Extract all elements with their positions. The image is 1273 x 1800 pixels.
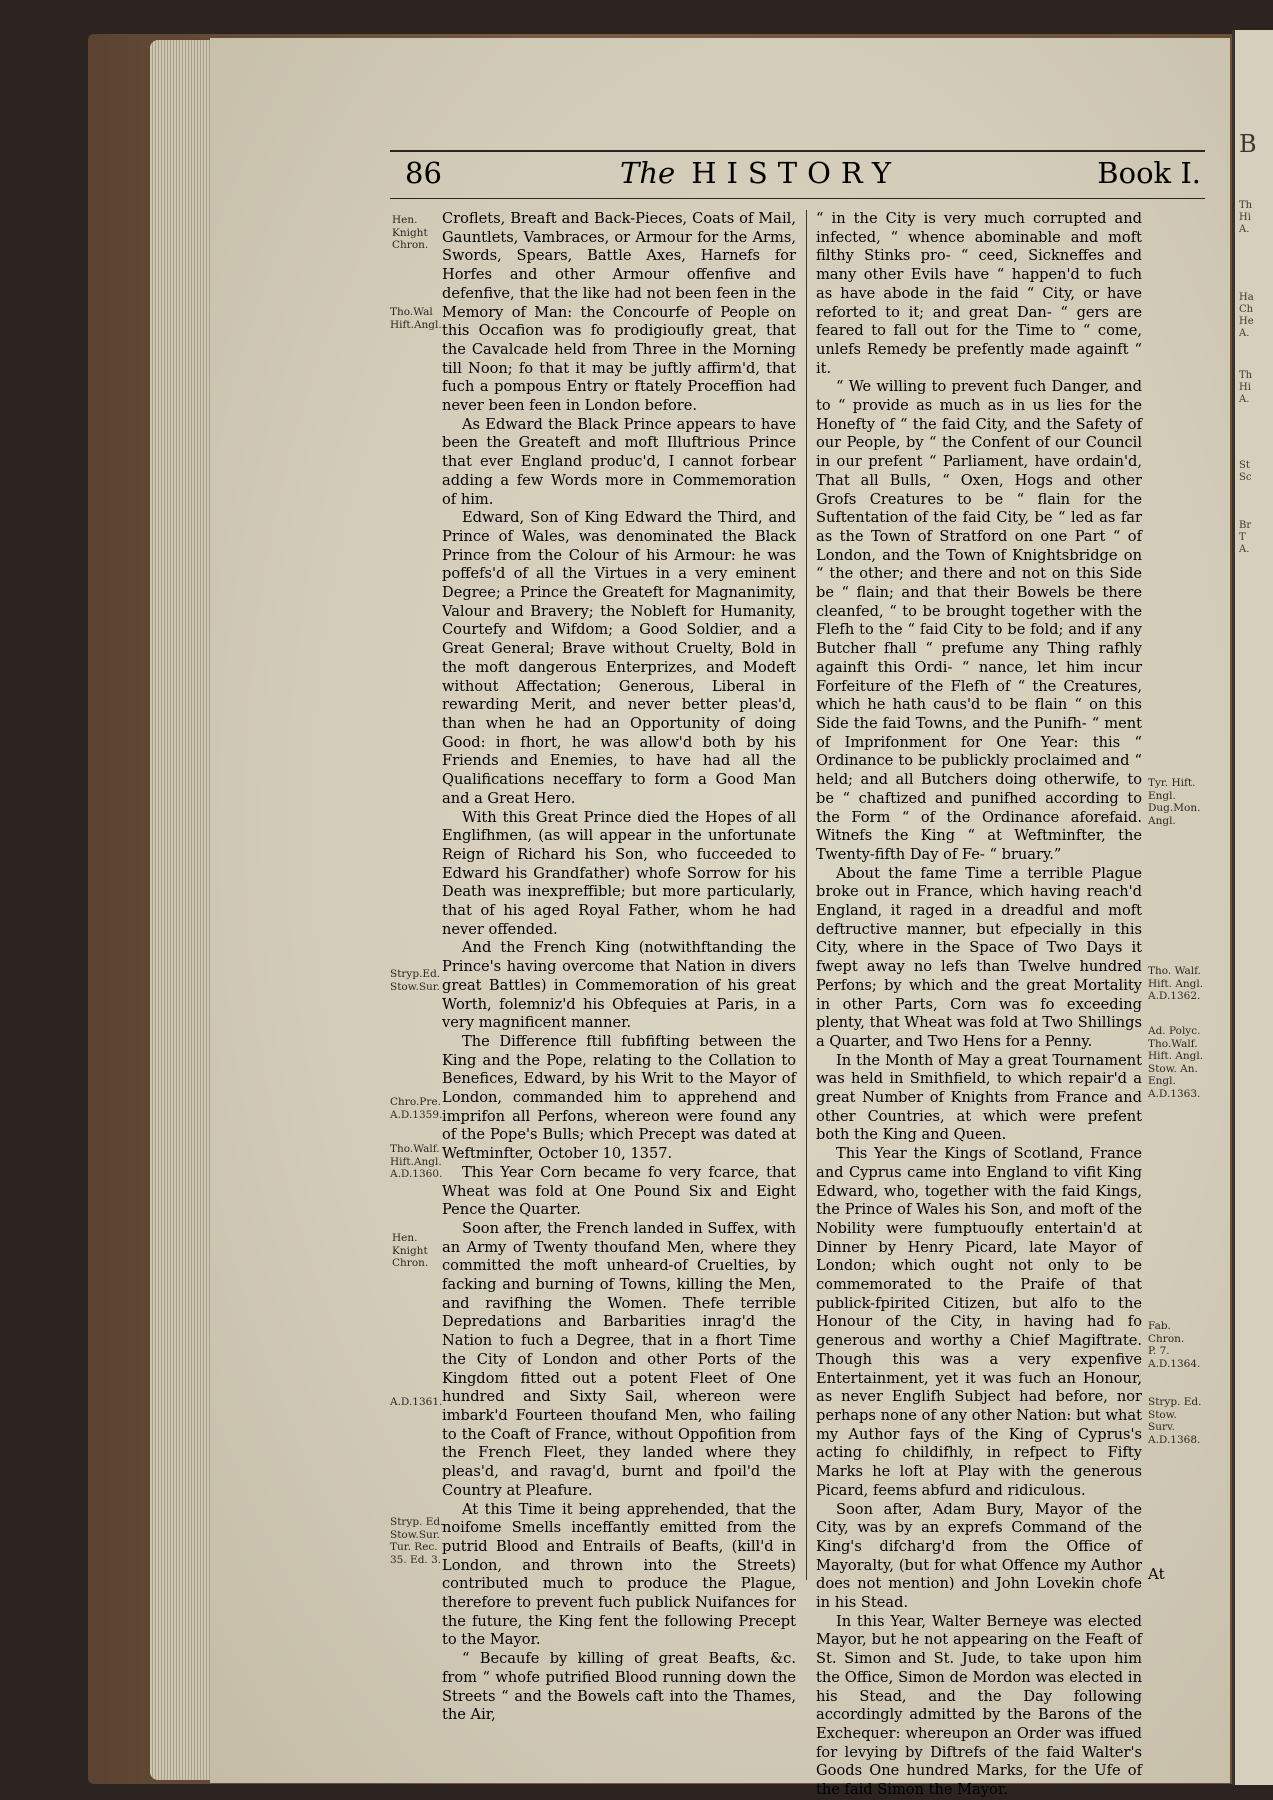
- margin-note: Chro.Pre. A.D.1359.: [390, 1096, 443, 1121]
- margin-note: Tho.Walf. Hift.Angl. A.D.1360.: [390, 1143, 443, 1180]
- margin-note: A.D.1361.: [390, 1396, 443, 1408]
- paragraph: And the French King (notwithftanding the Prince's having overcome that Nation in divers great Battles) in Commemoration of his great Worth, folemniz'd his Obfequies at Paris, in a very magnificent manner.: [442, 939, 796, 1032]
- margin-note: Stryp. Ed. Stow. Surv. A.D.1368.: [1148, 1396, 1202, 1446]
- paragraph: In the Month of May a great Tournament was held in Smithfield, to which repair'd a great Number of Knights from France and other Countries, at which were prefent both the King and Queen.: [816, 1051, 1142, 1144]
- facing-page-fragment: Br T A.: [1239, 520, 1252, 555]
- left-column: [442, 210, 796, 1725]
- margin-note: Hen. Knight Chron.: [392, 1232, 429, 1269]
- book-label: Book I.: [1097, 156, 1201, 190]
- paragraph: At this Time it being apprehended, that the noifome Smells inceffantly emitted from the putrid Blood and Entrails of Beafts, (kill'd in London, and thrown into the Streets) contributed much to produce the Plague, therefore to prevent fuch publick Nuifances for the future, the King fent the following Precept to the Mayor.: [442, 1500, 796, 1649]
- right-column: [816, 210, 1142, 1800]
- paragraph: About the fame Time a terrible Plague broke out in France, which having reach'd England, it raged in a dreadful and moft deftructive manner, but efpecially in this City, where in the Space of Two Days it fwept away no lefs than Twelve hundred Perfons; by which and the great Mortality in other Parts, Corn was fo exceeding plenty, that Wheat was fold at Two Shillings a Quarter, and Two Hens for a Penny.: [816, 864, 1142, 1050]
- margin-note: Stryp. Ed. Stow.Sur. Tur. Rec. 35. Ed. 3.: [390, 1516, 444, 1566]
- margin-note: Fab. Chron. P. 7. A.D.1364.: [1148, 1320, 1201, 1370]
- running-header: [390, 150, 1205, 199]
- facing-page-edge: [1232, 30, 1273, 1785]
- paragraph: “ We willing to prevent fuch Danger, and to “ provide as much as in us lies for the Honefty of “ the faid City, and the Safety of our People, by “ the Confent of our Council in our prefent “ Parliament, have ordain'd, That all Bulls, “ Oxen, Hogs and other Grofs Creatures to be “ flain for the Suftentation of the faid City, be “ led as far as the Town of Stratford on one Part “ of London, and the Town of Knightsbridge on “ the other; and there and not on this Side be “ flain; and that their Bowels be there cleanfed, “ to be brought together with the Flefh to the “ faid City to be fold; and if any Butcher fhall “ prefume any Thing rafhly againft this Ordi- “ nance, let him incur Forfeiture of the Flefh of “ the Creatures, which he hath caus'd to be flain “ on this Side the faid Towns, and the Punifh- “ ment of Imprifonment for One Year: this “ Ordinance to be publickly proclaimed and “ held; and all Butchers doing otherwife, to be “ chaftized and punifhed according to the Form “ of the Ordinance aforefaid. Witnefs the King “ at Weftminfter, the Twenty-fifth Day of Fe- “ bruary.”: [816, 378, 1142, 863]
- title-word: HISTORY: [691, 156, 902, 190]
- paragraph: As Edward the Black Prince appears to have been the Greateft and moft Illuftrious Prince that ever England produc'd, I cannot forbear adding a few Words more in Commemoration of him.: [442, 415, 796, 508]
- facing-page-fragment: Ha Ch He A.: [1239, 292, 1254, 339]
- title-article: The: [620, 156, 676, 190]
- facing-page-fragment: B: [1239, 130, 1257, 158]
- paragraph: With this Great Prince died the Hopes of all Englifhmen, (as will appear in the unfortunate Reign of Richard his Son, who fucceeded to Edward his Grandfather) whofe Sorrow for his Death was inexpreffible; but more particularly, that of his aged Royal Father, whom he had never offended.: [442, 808, 796, 938]
- margin-note: Hen. Knight Chron.: [392, 214, 429, 251]
- margin-note: Tho.Wal Hift.Angl.: [390, 306, 442, 331]
- column-divider: [806, 210, 807, 1580]
- paragraph: “ Becaufe by killing of great Beafts, &c. from “ whofe putrified Blood running down the Streets “ and the Bowels caft into the Thames, the Air,: [442, 1650, 796, 1724]
- margin-note: Stryp.Ed. Stow.Sur.: [390, 968, 441, 993]
- facing-page-fragment: Th Hi A.: [1239, 200, 1253, 235]
- paragraph: Edward, Son of King Edward the Third, and Prince of Wales, was denominated the Black Prince from the Colour of his Armour: he was poffefs'd of all the Virtues in a very eminent Degree; a Prince the Greateft for Magnanimity, Valour and Bravery; the Nobleft for Humanity, Courtefy and Wifdom; a Good Soldier, and a Great General; Brave without Cruelty, Bold in the moft dangerous Enterprizes, and Modeft without Affectation; Generous, Liberal in rewarding Merit, and never better pleas'd, than when he had an Opportunity of doing Good: in fhort, he was allow'd both by his Friends and Enemies, to have had all the Qualifications neceffary to form a Good Man and a Great Hero.: [442, 509, 796, 807]
- paragraph: Soon after, Adam Bury, Mayor of the City, was by an exprefs Command of the King's difcharg'd from the Office of Mayoralty, (but for what Offence my Author does not mention) and John Lovekin chofe in his Stead.: [816, 1500, 1142, 1612]
- paragraph: Croflets, Breaft and Back-Pieces, Coats of Mail, Gauntlets, Vambraces, or Armour for the Arms, Swords, Spears, Battle Axes, Harnefs for Horfes and other Armour offenfive and defenfive, that the like had not been feen in the Memory of Man: the Concourfe of People on this Occafion was fo prodigioufly great, that the Cavalcade held from Three in the Morning till Noon; fo that it may be juftly affirm'd, that fuch a pompous Entry or ftately Proceffion had never been feen in London before.: [442, 210, 796, 415]
- facing-page-fragment: Th Hi A.: [1239, 370, 1253, 405]
- paragraph: Soon after, the French landed in Suffex, with an Army of Twenty thoufand Men, where they committed the moft unheard-of Cruelties, by facking and burning of Towns, killing the Men, and ravifhing the Women. Thefe terrible Depredations and Barbarities inrag'd the Nation to fuch a Degree, that in a fhort Time the City of London and other Ports of the Kingdom fitted out a potent Fleet of One hundred and Sixty Sail, whereon were imbark'd Fourteen thoufand Men, who failing to the Coaft of France, without Oppofition from the French Fleet, they landed where they pleas'd, and ravag'd, burnt and fpoil'd the Country at Pleafure.: [442, 1219, 796, 1499]
- margin-note: Tho. Walf. Hift. Angl. A.D.1362.: [1148, 965, 1204, 1002]
- paragraph: In this Year, Walter Berneye was elected Mayor, but he not appearing on the Feaft of St. Simon and St. Jude, to take upon him the Office, Simon de Mordon was elected in his Stead, and the Day following accordingly admitted by the Barons of the Exchequer: whereupon an Order was iffued for levying by Diftrefs of the faid Walter's Goods One hundred Marks, for the Ufe of the faid Simon the Mayor.: [816, 1612, 1142, 1799]
- page-number: 86: [405, 156, 442, 190]
- page-title: [620, 156, 901, 190]
- paragraph: The Difference ftill fubfifting between the King and the Pope, relating to the Collation to Benefices, Edward, by his Writ to the Mayor of London, commanded him to apprehend and imprifon all Perfons, whereon were found any of the Pope's Bulls; which Precept was dated at Weftminfter, October 10, 1357.: [442, 1032, 796, 1163]
- catchword: At: [1148, 1565, 1165, 1583]
- facing-page-fragment: St Sc: [1239, 460, 1252, 483]
- paragraph: “ in the City is very much corrupted and infected, “ whence abominable and moft filthy Stinks pro- “ ceed, Sickneffes and many other Evils have “ happen'd to fuch as have abode in the faid “ City, or have reforted to it; and great Dan- “ gers are feared to fall out for the Time to “ come, unlefs Remedy be prefently made againft “ it.: [816, 210, 1142, 377]
- paragraph: This Year the Kings of Scotland, France and Cyprus came into England to vifit King Edward, who, together with the faid Kings, the Prince of Wales his Son, and moft of the Nobility were fumptuoufly entertain'd at Dinner by Henry Picard, late Mayor of London; which ought not only to be commemorated to the Praife of that publick-fpirited Citizen, but alfo to the Honour of the City, in having had fo generous and worthy a Chief Magiftrate. Though this was a very expenfive Entertainment, yet it was fuch an Honour, as never Englifh Subject had before, nor perhaps none of any other Nation: but what my Author fays of the King of Cyprus's acting fo childifhly, in refpect to Fifty Marks he loft at Play with the generous Picard, feems abfurd and ridiculous.: [816, 1145, 1142, 1499]
- margin-note: Tyr. Hift. Engl. Dug.Mon. Angl.: [1148, 777, 1201, 827]
- paragraph: This Year Corn became fo very fcarce, that Wheat was fold at One Pound Six and Eight Pence the Quarter.: [442, 1163, 796, 1219]
- margin-note: Ad. Polyc. Tho.Walf. Hift. Angl. Stow. An. Engl. A.D.1363.: [1148, 1025, 1204, 1100]
